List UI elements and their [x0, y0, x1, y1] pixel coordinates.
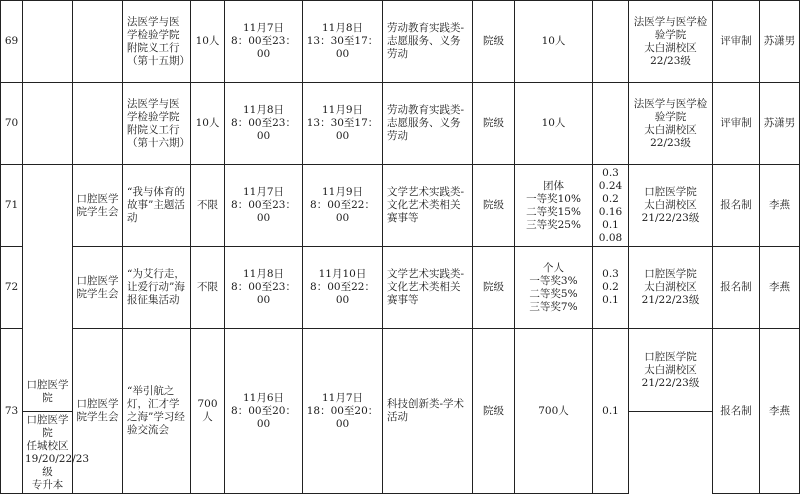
signup-time: 11月6日 8：00至20：00 — [225, 329, 303, 494]
credits: 0.3 0.2 0.1 — [593, 247, 629, 329]
activity-time: 11月9日 8：00至22：00 — [303, 165, 383, 247]
category: 劳动教育实践类-志愿服务、义务劳动 — [383, 83, 473, 165]
target-group: 口腔医学院 太白湖校区 21/22/23级 — [629, 165, 713, 247]
awards: 10人 — [515, 83, 593, 165]
table-row — [1, 165, 800, 247]
contact-person: 李燕 — [760, 329, 800, 494]
level: 院级 — [473, 329, 515, 494]
department-cell: 口腔医学院 — [23, 165, 73, 412]
level: 院级 — [473, 165, 515, 247]
target-group: 口腔医学院 太白湖校区 21/22/23级 — [629, 247, 713, 329]
organizer-cell: 口腔医学院学生会 — [73, 329, 123, 494]
level: 院级 — [473, 247, 515, 329]
credits — [593, 1, 629, 83]
credits — [593, 83, 629, 165]
selection-method: 报名制 — [713, 247, 760, 329]
awards: 700人 — [515, 329, 593, 494]
signup-time: 11月7日 8：00至23：00 — [225, 165, 303, 247]
capacity: 不限 — [191, 247, 225, 329]
department-cell — [23, 1, 73, 83]
capacity: 700人 — [191, 329, 225, 494]
selection-method: 报名制 — [713, 165, 760, 247]
row-number: 71 — [1, 165, 23, 247]
organizer-cell: 口腔医学院学生会 — [73, 247, 123, 329]
category: 文学艺术实践类-文化艺术类相关赛事等 — [383, 165, 473, 247]
capacity: 不限 — [191, 165, 225, 247]
target-group: 法医学与医学检验学院 太白湖校区 22/23级 — [629, 83, 713, 165]
row-number: 72 — [1, 247, 23, 329]
table-row — [1, 247, 800, 329]
department-cell — [23, 83, 73, 165]
organizer-cell — [73, 83, 123, 165]
row-number: 73 — [1, 329, 23, 494]
capacity: 10人 — [191, 1, 225, 83]
project-name: “举引航之灯，汇才学之海”学习经验交流会 — [123, 329, 191, 494]
table-row — [1, 329, 800, 412]
row-number: 69 — [1, 1, 23, 83]
category: 文学艺术实践类-文化艺术类相关赛事等 — [383, 247, 473, 329]
category: 劳动教育实践类-志愿服务、义务劳动 — [383, 1, 473, 83]
contact-person: 李燕 — [760, 165, 800, 247]
organizer-cell: 口腔医学院学生会 — [73, 165, 123, 247]
target-group: 法医学与医学检验学院 太白湖校区 22/23级 — [629, 1, 713, 83]
activity-time: 11月10日 8：00至22：00 — [303, 247, 383, 329]
row-number: 70 — [1, 83, 23, 165]
capacity: 10人 — [191, 83, 225, 165]
awards: 团体 一等奖10% 二等奖15% 三等奖25% — [515, 165, 593, 247]
project-name: “为艾行走，让爱行动”海报征集活动 — [123, 247, 191, 329]
selection-method: 报名制 — [713, 329, 760, 494]
activity-time: 11月8日 13：30至17：00 — [303, 1, 383, 83]
contact-person: 苏潇男 — [760, 1, 800, 83]
table-row — [1, 1, 800, 83]
project-name: 法医学与医学检验学院附院义工行（第十五期） — [123, 1, 191, 83]
project-name: 法医学与医学检验学院附院义工行（第十六期） — [123, 83, 191, 165]
awards: 个人 一等奖3% 二等奖5% 三等奖7% — [515, 247, 593, 329]
credits: 0.3 0.24 0.2 0.16 0.1 0.08 — [593, 165, 629, 247]
signup-time: 11月8日 8：00至23：00 — [225, 247, 303, 329]
table-row — [1, 83, 800, 165]
selection-method: 评审制 — [713, 1, 760, 83]
target-group-secondary: 口腔医学院 任城校区 19/20/22/23级 专升本 — [23, 412, 73, 494]
organizer-cell — [73, 1, 123, 83]
selection-method: 评审制 — [713, 83, 760, 165]
activity-time: 11月7日 18：00至20：00 — [303, 329, 383, 494]
activity-time: 11月9日 13：30至17：00 — [303, 83, 383, 165]
signup-time: 11月8日 8：00至23：00 — [225, 83, 303, 165]
contact-person: 苏潇男 — [760, 83, 800, 165]
level: 院级 — [473, 1, 515, 83]
credits: 0.1 — [593, 329, 629, 494]
project-name: “我与体育的故事”主题活动 — [123, 165, 191, 247]
contact-person: 李燕 — [760, 247, 800, 329]
signup-time: 11月7日 8：00至23：00 — [225, 1, 303, 83]
level: 院级 — [473, 83, 515, 165]
category: 科技创新类-学术活动 — [383, 329, 473, 494]
awards: 10人 — [515, 1, 593, 83]
target-group: 口腔医学院 太白湖校区 21/22/23级 — [629, 329, 713, 412]
